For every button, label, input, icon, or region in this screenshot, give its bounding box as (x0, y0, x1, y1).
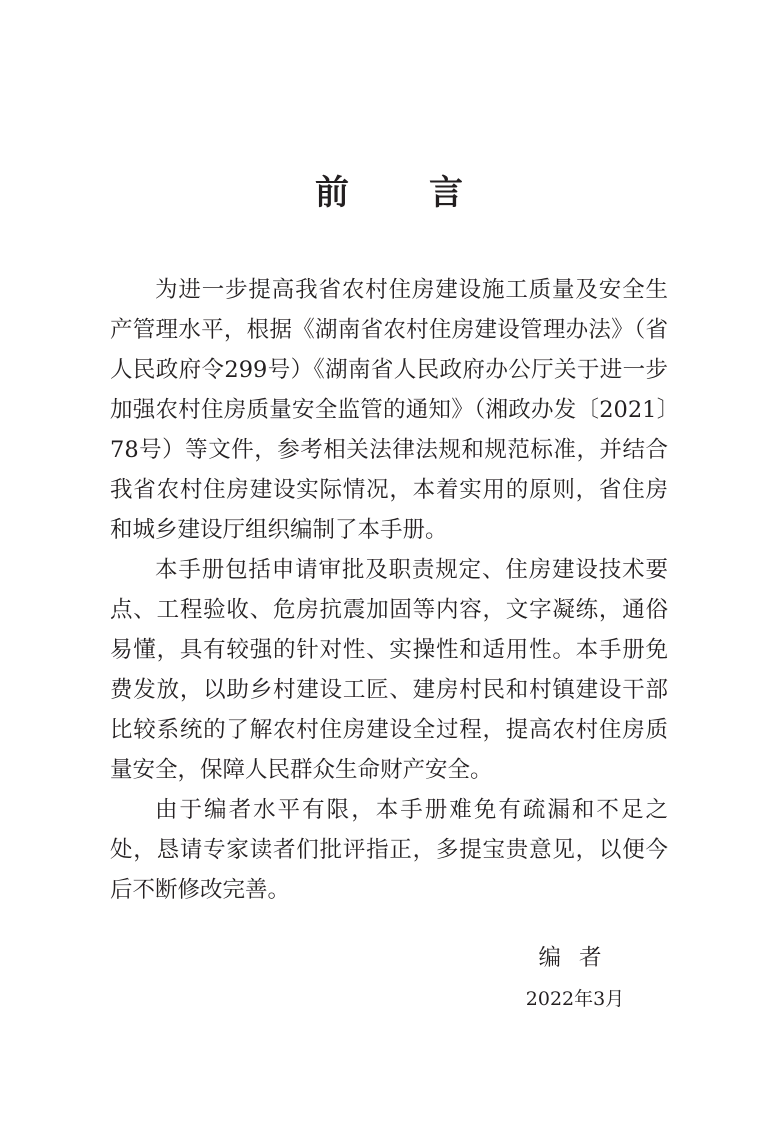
body-text (110, 270, 668, 910)
paragraph-1: 为进一步提高我省农村住房建设施工质量及安全生产管理水平，根据《湖南省农村住房建设管理办法》（省人民政府令299号）《湖南省人民政府办公厅关于进一步加强农村住房质量安全监管的通知》（湘政办发〔2021〕78号）等文件，参考相关法律法规和规范标准，并结合我省农村住房建设实际情况，本着实用的原则，省住房和城乡建设厅组织编制了本手册。 (110, 277, 668, 543)
paragraph-2: 本手册包括申请审批及职责规定、住房建设技术要点、工程验收、危房抗震加固等内容，文字凝练，通俗易懂，具有较强的针对性、实操性和适用性。本手册免费发放，以助乡村建设工匠、建房村民和村镇建设干部比较系统的了解农村住房建设全过程，提高农村住房质量安全，保障人民群众生命财产安全。 (110, 557, 668, 783)
date: 2022年3月 (525, 988, 625, 1010)
signature: 编者 (538, 945, 620, 971)
paragraph-3: 由于编者水平有限，本手册难免有疏漏和不足之处，恳请专家读者们批评指正，多提宝贵意见，以便今后不断修改完善。 (110, 797, 668, 903)
page-title: 前言 (315, 173, 543, 213)
